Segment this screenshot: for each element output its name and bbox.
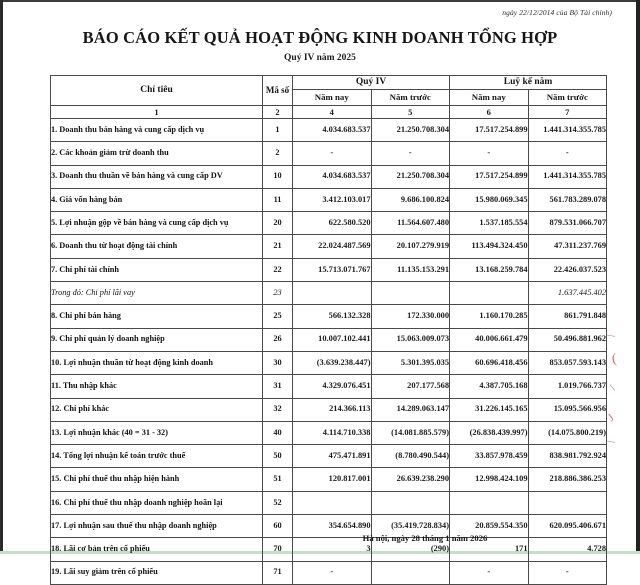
row-value-quarter-current: 622.580.520 [293,212,372,235]
row-value-cumulative-previous: 853.057.593.143 [528,351,607,374]
document-reference-note: ngày 22/12/2014 của Bộ Tài chính) [502,8,612,17]
row-value-quarter-current: 4.329.076.451 [293,375,372,398]
row-value-cumulative-previous: 1.441.314.355.785 [528,165,607,188]
row-label: 5. Lợi nhuận gộp về bán hàng và cung cấp dịch vụ [51,212,263,235]
table-row [51,375,607,398]
row-value-quarter-previous [371,282,450,305]
row-value-quarter-current [293,491,372,514]
row-code: 26 [263,328,293,351]
row-value-cumulative-previous: 4.728 [528,538,607,561]
row-label: 8. Chi phí bán hàng [51,305,263,328]
table-row [51,328,607,351]
row-value-quarter-previous: (35.419.728.834) [371,515,450,538]
table-row [51,235,607,258]
row-label: 3. Doanh thu thuần về bán hàng và cung cấp DV [51,165,263,188]
row-value-quarter-previous: 21.250.708.304 [371,119,450,142]
row-value-cumulative-previous: 47.311.237.769 [528,235,607,258]
table-row [51,398,607,421]
row-value-quarter-previous [371,491,450,514]
table-row [51,491,607,514]
row-value-cumulative-current: 113.494.324.450 [450,235,529,258]
row-code: 22 [263,258,293,281]
row-value-quarter-previous: (290) [371,538,450,561]
row-value-cumulative-current: 20.859.554.350 [450,515,529,538]
page-edge-left [0,0,3,554]
column-number-quarter-current: 4 [293,106,372,119]
margin-mark: \ [605,437,618,447]
table-row [51,165,607,188]
row-value-cumulative-current [450,282,529,305]
row-code: 21 [263,235,293,258]
row-value-quarter-previous: 9.686.100.824 [371,188,450,211]
document-sheet [4,2,636,577]
column-number-label: 1 [51,106,263,119]
row-label: 15. Chi phí thuế thu nhập hiện hành [51,468,263,491]
row-code: 10 [263,165,293,188]
row-value-quarter-previous: 11.564.607.480 [371,212,450,235]
row-code: 30 [263,351,293,374]
title-block [4,28,636,63]
row-value-cumulative-previous: (14.075.800.219) [528,421,607,444]
row-value-quarter-previous [371,561,450,584]
row-label: 14. Tổng lợi nhuận kế toán trước thuế [51,445,263,468]
row-value-cumulative-previous: 561.783.289.078 [528,188,607,211]
row-value-cumulative-previous: 50.496.881.962 [528,328,607,351]
margin-mark: J [605,411,617,425]
row-value-quarter-current: 4.034.683.537 [293,119,372,142]
row-code: 50 [263,445,293,468]
table-row [51,468,607,491]
margin-mark: \ [609,381,617,395]
row-label: 17. Lợi nhuận sau thuế thu nhập doanh nghiệp [51,515,263,538]
table-row [51,258,607,281]
row-code: 23 [263,282,293,305]
row-value-quarter-current: 214.366.113 [293,398,372,421]
row-label: 18. Lãi cơ bản trên cổ phiếu [51,538,263,561]
row-value-cumulative-previous: - [528,142,607,165]
row-value-quarter-current: 566.132.328 [293,305,372,328]
row-value-quarter-current: - [293,142,372,165]
row-value-cumulative-current: 40.006.661.479 [450,328,529,351]
row-code: 20 [263,212,293,235]
row-code: 70 [263,538,293,561]
row-label: 6. Doanh thu từ hoạt động tài chính [51,235,263,258]
column-number-cumulative-current: 6 [450,106,529,119]
row-label: Trong đó: Chi phí lãi vay [51,282,263,305]
table-row [51,305,607,328]
row-value-quarter-previous: (14.081.885.579) [371,421,450,444]
row-value-quarter-current [293,282,372,305]
row-code: 52 [263,491,293,514]
income-statement-table [50,75,607,585]
row-value-cumulative-current: (26.838.439.997) [450,421,529,444]
row-value-quarter-previous: 26.639.238.290 [371,468,450,491]
row-value-cumulative-previous: 620.095.406.671 [528,515,607,538]
column-header-code: Mã số [263,76,293,106]
row-value-quarter-previous: 5.301.395.035 [371,351,450,374]
margin-mark: \ [605,331,618,341]
row-code: 51 [263,468,293,491]
row-value-quarter-previous: 15.063.009.073 [371,328,450,351]
row-code: 31 [263,375,293,398]
row-value-quarter-current: 3.412.103.017 [293,188,372,211]
row-code: 11 [263,188,293,211]
margin-annotation-marks [605,330,634,470]
column-header-label: Chỉ tiêu [51,76,263,106]
page-title: BÁO CÁO KẾT QUẢ HOẠT ĐỘNG KINH DOANH TỔNG HỢP [82,28,558,47]
row-label: 2. Các khoản giảm trừ doanh thu [51,142,263,165]
row-value-cumulative-previous: 1.019.766.737 [528,375,607,398]
row-label: 7. Chi phí tài chính [51,258,263,281]
row-value-cumulative-current: 31.226.145.165 [450,398,529,421]
row-code: 2 [263,142,293,165]
row-value-quarter-current: - [293,561,372,584]
row-label: 16. Chi phí thuế thu nhập doanh nghiệp hoãn lại [51,491,263,514]
row-value-quarter-previous: (8.780.490.544) [371,445,450,468]
row-code: 71 [263,561,293,584]
column-header-quarter-current-year: Năm nay [293,90,372,106]
row-value-quarter-current: 354.654.890 [293,515,372,538]
row-value-cumulative-current: 17.517.254.899 [450,119,529,142]
row-label: 1. Doanh thu bán hàng và cung cấp dịch vụ [51,119,263,142]
row-value-quarter-current: 22.024.487.569 [293,235,372,258]
row-value-quarter-current: 10.007.102.441 [293,328,372,351]
table-row [51,212,607,235]
column-group-header-quarter: Quý IV [293,76,450,90]
row-value-cumulative-previous: 218.886.386.253 [528,468,607,491]
column-header-cumulative-previous-year: Năm trước [528,90,607,106]
row-value-cumulative-current: 15.980.069.345 [450,188,529,211]
row-value-cumulative-previous: 1.441.314.355.785 [528,119,607,142]
table-row [51,188,607,211]
row-value-cumulative-current: 1.537.185.554 [450,212,529,235]
row-label: 12. Chi phí khác [51,398,263,421]
row-value-quarter-previous: - [371,142,450,165]
row-value-quarter-previous: 20.107.279.919 [371,235,450,258]
row-value-quarter-current: 4.114.710.338 [293,421,372,444]
row-label: 10. Lợi nhuận thuần từ hoạt động kinh doanh [51,351,263,374]
column-number-code: 2 [263,106,293,119]
row-code: 60 [263,515,293,538]
row-value-cumulative-previous [528,491,607,514]
row-value-quarter-previous: 14.289.063.147 [371,398,450,421]
row-label: 19. Lãi suy giảm trên cổ phiếu [51,561,263,584]
table-row [51,282,607,305]
row-value-quarter-previous: 172.330.000 [371,305,450,328]
row-value-cumulative-previous: - [528,561,607,584]
table-row [51,119,607,142]
row-value-cumulative-current: 17.517.254.899 [450,165,529,188]
row-value-cumulative-current: 1.160.170.285 [450,305,529,328]
row-value-cumulative-previous: 838.981.792.924 [528,445,607,468]
footer-date: Hà nội, ngày 28 tháng 1 năm 2026 [362,533,488,543]
row-label: 9. Chi phí quản lý doanh nghiệp [51,328,263,351]
page-subtitle: Quý IV năm 2025 [284,53,356,63]
row-value-quarter-current: (3.639.238.447) [293,351,372,374]
row-value-cumulative-current: 171 [450,538,529,561]
row-value-cumulative-previous: 1.637.445.402 [528,282,607,305]
row-value-cumulative-current: 12.998.424.109 [450,468,529,491]
row-value-quarter-previous: 11.135.153.291 [371,258,450,281]
row-label: 13. Lợi nhuận khác (40 = 31 - 32) [51,421,263,444]
row-code: 1 [263,119,293,142]
margin-mark: ( [610,351,618,368]
row-value-quarter-previous: 207.177.568 [371,375,450,398]
table-row [51,351,607,374]
row-value-cumulative-current: 33.857.978.459 [450,445,529,468]
row-value-cumulative-previous: 15.095.566.956 [528,398,607,421]
row-value-cumulative-current: 4.387.705.168 [450,375,529,398]
table-row [51,421,607,444]
row-value-cumulative-current: - [450,561,529,584]
row-code: 40 [263,421,293,444]
column-number-cumulative-previous: 7 [528,106,607,119]
row-value-quarter-current: 475.471.891 [293,445,372,468]
table-row [51,445,607,468]
row-value-quarter-current: 3 [293,538,372,561]
row-value-cumulative-previous: 879.531.066.707 [528,212,607,235]
column-number-row [51,106,607,119]
row-value-quarter-current: 4.034.683.537 [293,165,372,188]
row-value-cumulative-previous: 861.791.848 [528,305,607,328]
column-group-header-cumulative: Luỹ kế năm [450,76,607,90]
row-code: 32 [263,398,293,421]
row-value-quarter-current: 120.817.001 [293,468,372,491]
column-number-quarter-previous: 5 [371,106,450,119]
column-header-quarter-previous-year: Năm trước [371,90,450,106]
table-row [51,142,607,165]
row-value-cumulative-current: - [450,142,529,165]
row-value-cumulative-current [450,491,529,514]
row-value-cumulative-current: 13.168.259.784 [450,258,529,281]
row-code: 25 [263,305,293,328]
column-header-cumulative-current-year: Năm nay [450,90,529,106]
document-footer [4,533,636,543]
row-label: 4. Giá vốn hàng bán [51,188,263,211]
table-body [51,119,607,585]
row-value-quarter-previous: 21.250.708.304 [371,165,450,188]
table-header [51,76,607,119]
row-label: 11. Thu nhập khác [51,375,263,398]
row-value-cumulative-current: 60.696.418.456 [450,351,529,374]
row-value-cumulative-previous: 22.426.037.523 [528,258,607,281]
row-value-quarter-current: 15.713.071.767 [293,258,372,281]
table-row [51,561,607,584]
page-edge-right [636,0,640,554]
